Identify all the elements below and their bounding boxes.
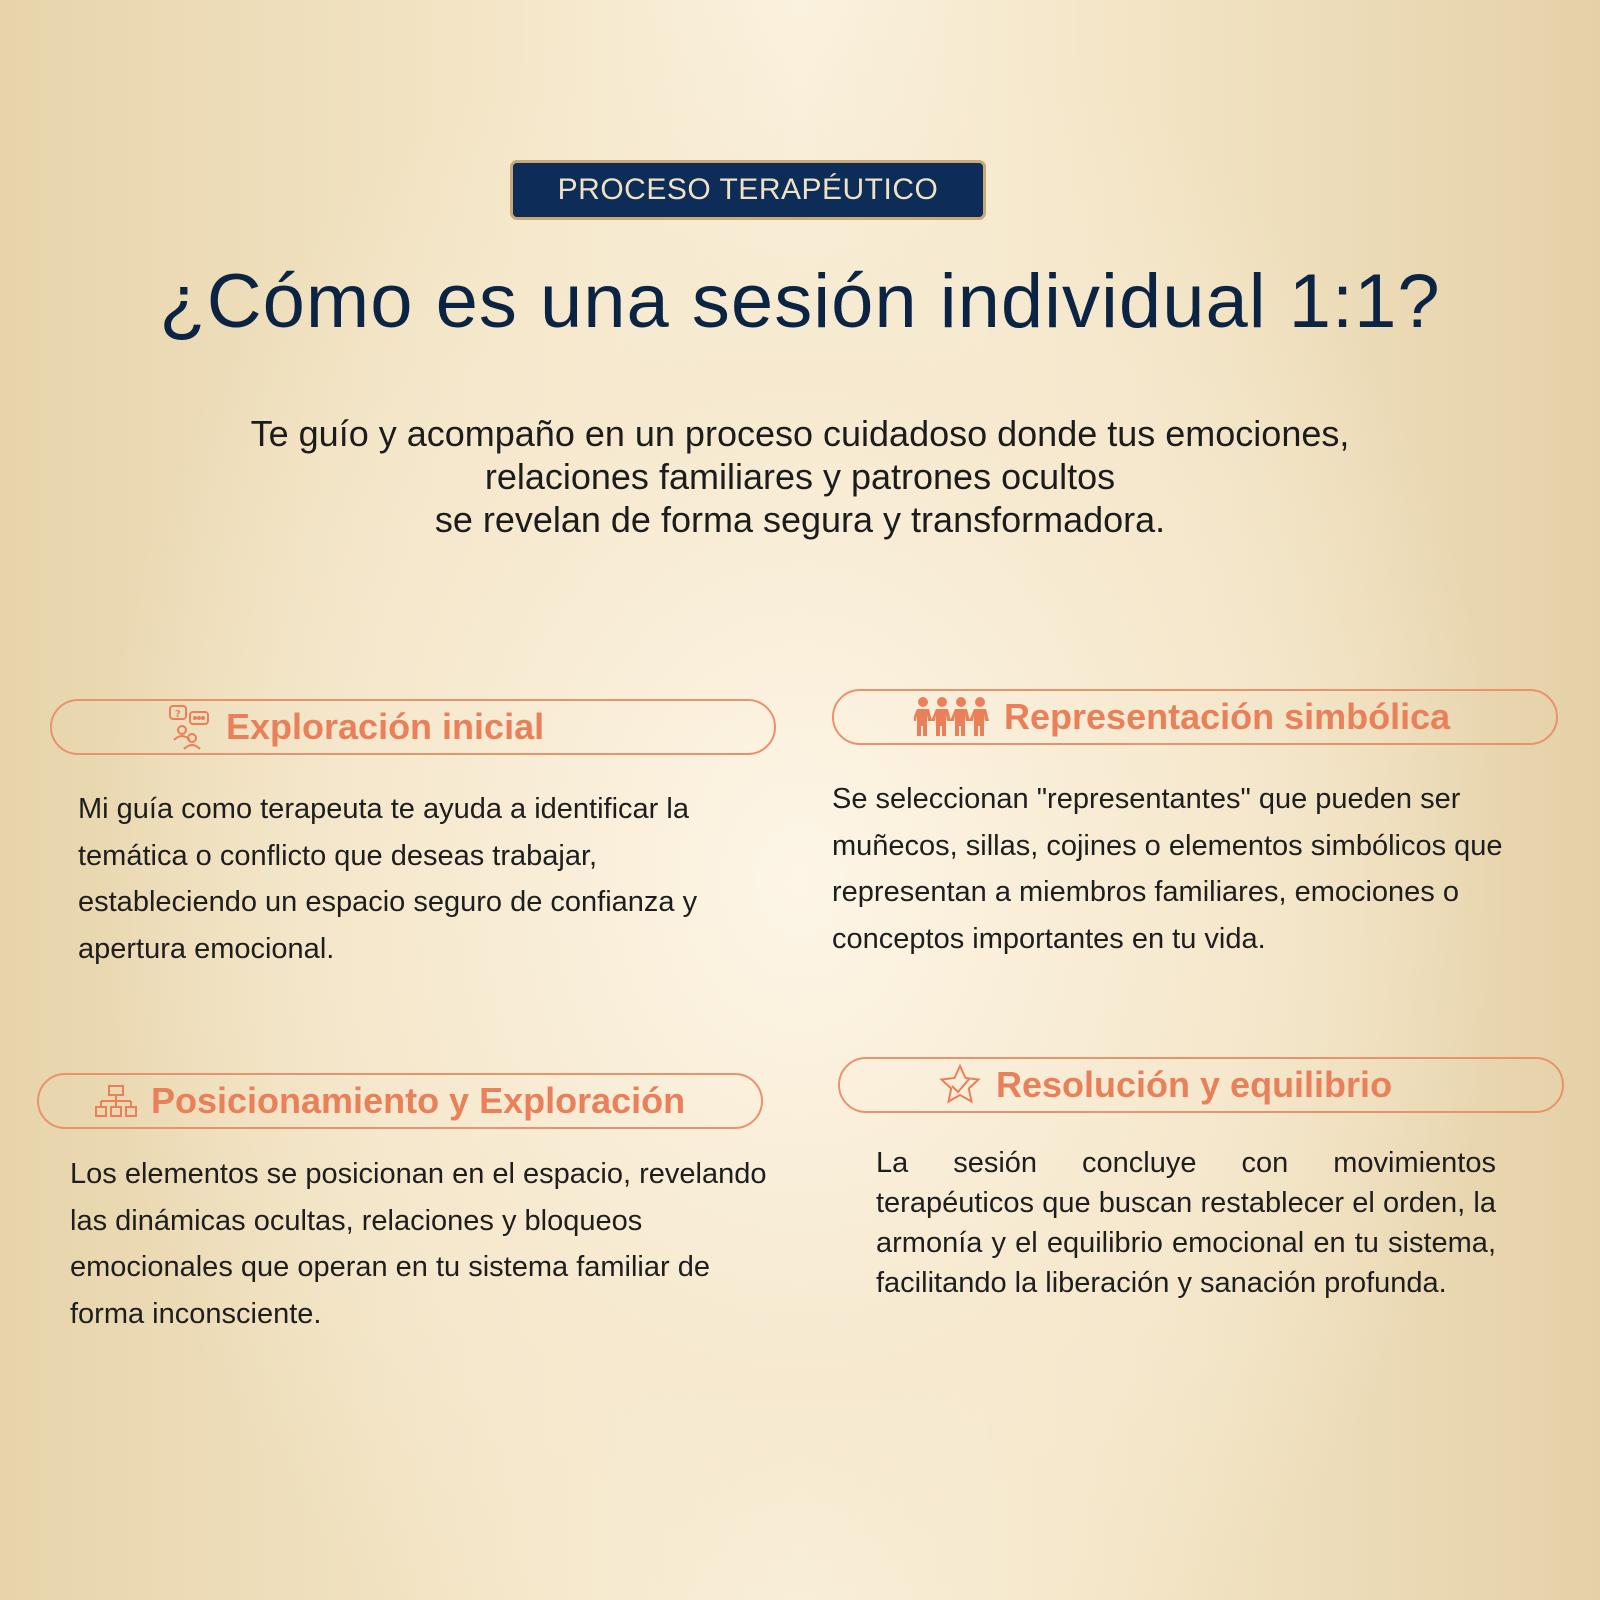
section-text-exploracion: Mi guía como terapeuta te ayuda a identificar la temática o conflicto que deseas trabajar, estableciendo un espacio seguro de confianza y apertura emocional. xyxy=(78,793,698,965)
section-heading-label: Resolución y equilibrio xyxy=(996,1064,1393,1105)
svg-text:?: ? xyxy=(175,709,181,720)
paper-dolls-icon xyxy=(914,696,990,738)
section-heading-label: Posicionamiento y Exploración xyxy=(151,1080,686,1121)
section-heading-posicionamiento xyxy=(37,1073,763,1129)
section-text-posicionamiento: Los elementos se posicionan en el espacio, revelando las dinámicas ocultas, relaciones y bloqueos emocionales que operan en tu sistema familiar de forma inconsciente. xyxy=(70,1158,767,1330)
conversation-people-icon xyxy=(168,704,212,750)
process-tag xyxy=(510,160,986,220)
section-heading-representacion xyxy=(832,689,1558,745)
page-title: ¿Cómo es una sesión individual 1:1? xyxy=(159,259,1441,344)
section-text-resolucion: La sesión concluye con movimientos terapéuticos que buscan restablecer el orden, la armonía y el equilibrio emocional en tu sistema, facilitando la liberación y sanación profunda. xyxy=(876,1147,1496,1299)
star-check-icon xyxy=(938,1064,982,1106)
process-tag-label: PROCESO TERAPÉUTICO xyxy=(557,173,939,206)
intro-line-1: Te guío y acompaño en un proceso cuidadoso donde tus emociones, xyxy=(250,413,1350,454)
section-heading-resolucion xyxy=(838,1057,1564,1113)
section-heading-label: Exploración inicial xyxy=(226,706,545,747)
section-heading-label: Representación simbólica xyxy=(1004,696,1451,737)
section-heading-exploracion xyxy=(50,699,776,755)
intro-line-3: se revelan de forma segura y transformadora. xyxy=(434,499,1166,540)
hierarchy-icon xyxy=(95,1084,137,1118)
intro-text xyxy=(100,412,1500,541)
section-text-representacion: Se seleccionan "representantes" que pueden ser muñecos, sillas, cojines o elementos simbólicos que representan a miembros familiares, emociones o conceptos importantes en tu vida. xyxy=(832,783,1503,955)
intro-line-2: relaciones familiares y patrones ocultos xyxy=(484,456,1116,497)
